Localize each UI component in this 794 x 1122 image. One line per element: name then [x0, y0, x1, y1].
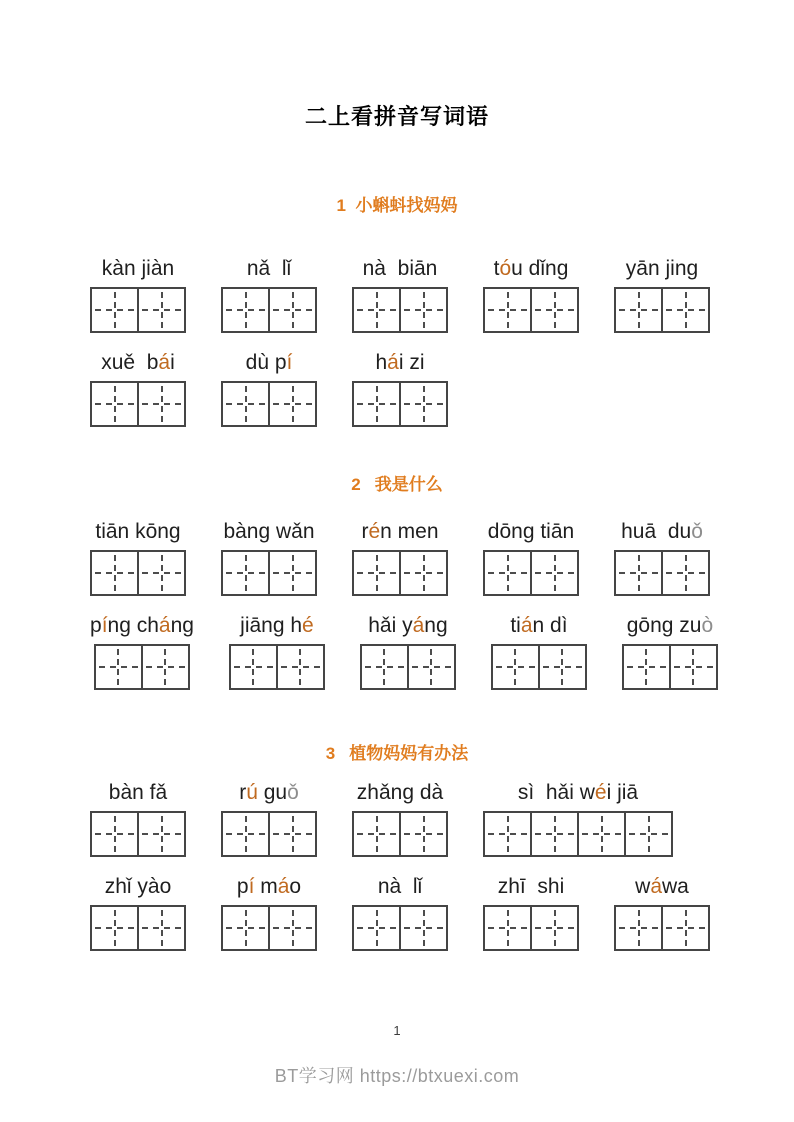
- word-group: [483, 874, 579, 951]
- tone-accent-char: í: [101, 614, 108, 637]
- grid-cell: [399, 552, 446, 594]
- tone-accent-char: é: [368, 520, 381, 543]
- writing-grid: [352, 811, 448, 857]
- grid-cell: [485, 907, 530, 949]
- grid-cell: [141, 646, 188, 688]
- pinyin-label: píng cháng: [90, 614, 194, 637]
- worksheet-sections: [0, 194, 794, 951]
- word-group: [622, 613, 718, 690]
- writing-grid: [483, 905, 579, 951]
- section-heading: 3 植物妈妈有办法: [325, 744, 469, 763]
- word-group: [483, 780, 673, 857]
- grid-cell: [493, 646, 538, 688]
- tone-accent-char: á: [650, 875, 662, 898]
- grid-cell: [92, 383, 137, 425]
- grid-cell: [354, 552, 399, 594]
- section-2: [0, 473, 794, 690]
- grid-cell: [137, 289, 184, 331]
- word-row: [90, 256, 794, 333]
- word-group: [90, 350, 186, 427]
- pinyin-label: huā duǒ: [621, 520, 703, 543]
- word-group: [352, 780, 448, 857]
- writing-grid: [352, 550, 448, 596]
- writing-grid: [90, 550, 186, 596]
- grid-cell: [92, 907, 137, 949]
- writing-grid: [483, 550, 579, 596]
- writing-grid: [221, 287, 317, 333]
- word-group: [352, 350, 448, 427]
- grid-cell: [485, 813, 530, 855]
- grid-cell: [354, 383, 399, 425]
- pinyin-label: pí máo: [236, 875, 302, 898]
- grid-cell: [92, 289, 137, 331]
- word-group: [221, 874, 317, 951]
- pinyin-label: bàng wǎn: [223, 520, 315, 543]
- grid-cell: [485, 552, 530, 594]
- pinyin-label: tiān kōng: [95, 520, 181, 543]
- tone-accent-char: é: [302, 614, 314, 637]
- word-group: [614, 519, 710, 596]
- writing-grid: [221, 381, 317, 427]
- grid-cell: [399, 383, 446, 425]
- section-heading: 2 我是什么: [351, 475, 443, 494]
- grid-cell: [137, 552, 184, 594]
- grid-cell: [354, 289, 399, 331]
- tone-accent-char: á: [158, 614, 171, 637]
- pinyin-label: nà lǐ: [377, 875, 423, 898]
- pinyin-label: hái zi: [375, 351, 425, 374]
- pinyin-label: zhī shi: [497, 875, 565, 898]
- grid-cell: [137, 813, 184, 855]
- tone-accent-char: í: [286, 351, 293, 374]
- pinyin-label: yān jing: [625, 257, 699, 280]
- word-group: [483, 256, 579, 333]
- grid-cell: [669, 646, 716, 688]
- word-group: [90, 519, 186, 596]
- grid-cell: [616, 289, 661, 331]
- grid-cell: [223, 552, 268, 594]
- grid-cell: [530, 552, 577, 594]
- word-group: [221, 780, 317, 857]
- pinyin-label: zhǐ yào: [104, 875, 172, 898]
- pinyin-label: xuě bái: [101, 351, 175, 374]
- grid-cell: [624, 813, 671, 855]
- pinyin-label: hǎi yáng: [368, 614, 448, 637]
- word-group: [360, 613, 456, 690]
- grid-cell: [276, 646, 323, 688]
- tone-accent-char: é: [594, 781, 607, 804]
- tone-accent-char: á: [277, 875, 290, 898]
- word-row: [90, 613, 794, 690]
- grid-cell: [137, 383, 184, 425]
- pinyin-label: nǎ lǐ: [246, 257, 292, 280]
- grid-cell: [268, 813, 315, 855]
- tone-light-char: ò: [701, 614, 714, 637]
- grid-cell: [223, 383, 268, 425]
- grid-cell: [268, 907, 315, 949]
- pinyin-label: wáwa: [635, 875, 689, 898]
- grid-cell: [624, 646, 669, 688]
- writing-grid: [221, 905, 317, 951]
- tone-light-char: ǒ: [287, 781, 299, 804]
- grid-cell: [231, 646, 276, 688]
- grid-cell: [399, 907, 446, 949]
- writing-grid: [360, 644, 456, 690]
- word-row: [90, 780, 794, 857]
- grid-cell: [223, 907, 268, 949]
- writing-grid: [352, 905, 448, 951]
- grid-cell: [399, 813, 446, 855]
- word-group: [614, 256, 710, 333]
- tone-accent-char: ó: [499, 257, 512, 280]
- tone-accent-char: á: [158, 351, 171, 374]
- pinyin-label: rú guǒ: [239, 781, 299, 804]
- pinyin-label: zhǎng dà: [356, 781, 444, 804]
- word-group: [491, 613, 587, 690]
- word-group: [90, 613, 194, 690]
- grid-cell: [530, 907, 577, 949]
- grid-cell: [407, 646, 454, 688]
- writing-grid: [352, 287, 448, 333]
- pinyin-label: gōng zuò: [626, 614, 714, 637]
- word-group: [229, 613, 325, 690]
- word-group: [483, 519, 579, 596]
- grid-cell: [268, 383, 315, 425]
- tone-accent-char: í: [248, 875, 255, 898]
- grid-cell: [530, 813, 577, 855]
- writing-grid: [221, 550, 317, 596]
- grid-cell: [661, 552, 708, 594]
- writing-grid: [491, 644, 587, 690]
- grid-cell: [268, 552, 315, 594]
- tone-accent-char: ú: [246, 781, 258, 804]
- grid-cell: [362, 646, 407, 688]
- pinyin-label: bàn fǎ: [108, 781, 168, 804]
- writing-grid: [614, 287, 710, 333]
- word-group: [90, 874, 186, 951]
- writing-grid: [622, 644, 718, 690]
- page-title: 二上看拼音写词语: [304, 104, 489, 129]
- grid-cell: [538, 646, 585, 688]
- pinyin-label: nà biān: [362, 257, 438, 280]
- page-number: 1: [393, 1023, 401, 1038]
- section-1: [0, 194, 794, 427]
- grid-cell: [223, 289, 268, 331]
- writing-grid: [90, 905, 186, 951]
- tone-accent-char: á: [412, 614, 425, 637]
- writing-grid: [483, 811, 673, 857]
- grid-cell: [661, 907, 708, 949]
- pinyin-label: sì hǎi wéi jiā: [517, 781, 639, 804]
- writing-grid: [352, 381, 448, 427]
- grid-cell: [577, 813, 624, 855]
- grid-cell: [268, 289, 315, 331]
- writing-grid: [94, 644, 190, 690]
- grid-cell: [137, 907, 184, 949]
- writing-grid: [614, 550, 710, 596]
- grid-cell: [354, 813, 399, 855]
- pinyin-label: tóu dǐng: [493, 257, 569, 280]
- word-group: [352, 256, 448, 333]
- pinyin-label: kàn jiàn: [101, 257, 175, 280]
- writing-grid: [483, 287, 579, 333]
- word-group: [352, 874, 448, 951]
- writing-grid: [90, 287, 186, 333]
- writing-grid: [229, 644, 325, 690]
- tone-accent-char: á: [387, 351, 399, 374]
- word-row: [90, 519, 794, 596]
- word-group: [221, 350, 317, 427]
- writing-grid: [90, 381, 186, 427]
- pinyin-label: rén men: [361, 520, 439, 543]
- grid-cell: [616, 907, 661, 949]
- grid-cell: [92, 813, 137, 855]
- word-group: [90, 256, 186, 333]
- pinyin-label: dù pí: [245, 351, 293, 374]
- grid-cell: [530, 289, 577, 331]
- word-group: [352, 519, 448, 596]
- word-group: [614, 874, 710, 951]
- tone-light-char: ǒ: [691, 520, 703, 543]
- word-group: [221, 256, 317, 333]
- tone-accent-char: á: [520, 614, 533, 637]
- grid-cell: [92, 552, 137, 594]
- writing-grid: [614, 905, 710, 951]
- writing-grid: [90, 811, 186, 857]
- grid-cell: [223, 813, 268, 855]
- word-group: [90, 780, 186, 857]
- grid-cell: [354, 907, 399, 949]
- section-3: [0, 742, 794, 951]
- grid-cell: [616, 552, 661, 594]
- word-row: [90, 350, 794, 427]
- grid-cell: [399, 289, 446, 331]
- word-row: [90, 874, 794, 951]
- writing-grid: [221, 811, 317, 857]
- grid-cell: [96, 646, 141, 688]
- grid-cell: [661, 289, 708, 331]
- footer-watermark: BT学习网 https://btxuexi.com: [274, 1066, 520, 1086]
- pinyin-label: jiāng hé: [240, 614, 314, 637]
- word-group: [221, 519, 317, 596]
- pinyin-label: tián dì: [510, 614, 568, 637]
- grid-cell: [485, 289, 530, 331]
- section-heading: 1 小蝌蚪找妈妈: [336, 196, 458, 215]
- pinyin-label: dōng tiān: [487, 520, 575, 543]
